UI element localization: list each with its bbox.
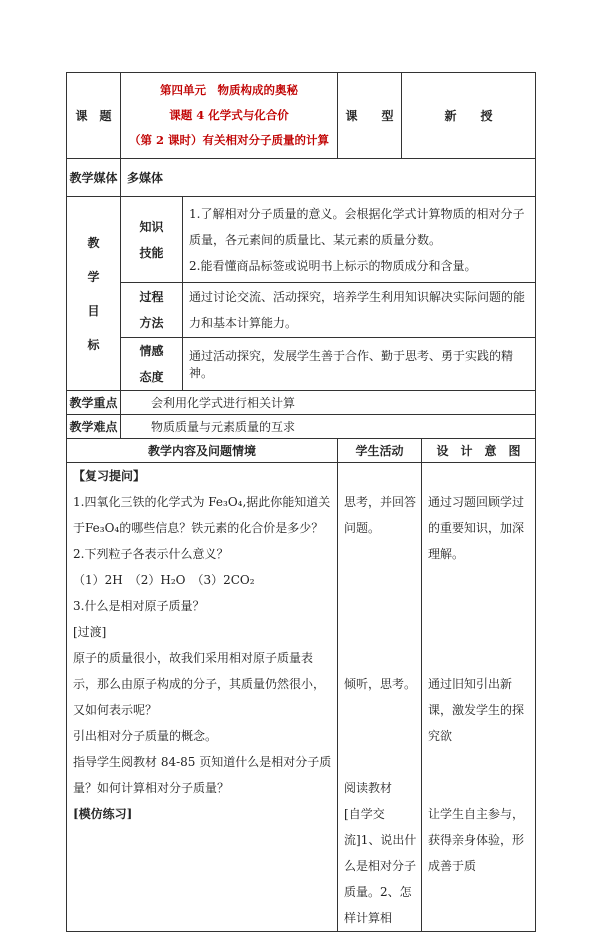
process-label-line: 过程 [139,290,164,304]
question-2: 2.下列粒子各表示什么意义？ [73,547,229,561]
lesson-plan-table [66,72,536,932]
content-column-header: 教学内容及问题情境 [67,439,338,463]
transition-label: [过渡] [73,625,107,639]
title-line-3: （第 2 课时）有关相对分子质量的计算 [129,133,330,147]
guide-text: 指导学生阅教材 84-85 页知道什么是相对分子质量？如何计算相对分子质量？ [73,755,332,795]
knowledge-text-1: 1.了解相对分子质量的意义。会根据化学式计算物质的相对分子质量，各元素间的质量比、某元素的质量分数。 [189,206,525,247]
difficulty-value: 物质质量与元素质量的互求 [121,415,536,439]
student-activity-4: [自学交流]1、说出什么是相对分子质量。2、怎样计算相 [344,807,417,925]
key-point-value: 会利用化学式进行相关计算 [121,391,536,415]
knowledge-label-line: 知识 [139,219,164,234]
knowledge-label-line: 技能 [139,245,164,260]
design-column-header: 设 计 意 图 [422,439,536,463]
student-activity [338,463,422,932]
practice-heading: [模仿练习] [73,807,133,821]
knowledge-text [183,197,536,283]
student-column-header: 学生活动 [338,439,422,463]
design-intent [422,463,536,932]
media-label: 教学媒体 [67,159,121,197]
emotion-label-line: 态度 [139,370,164,384]
goals-label [67,197,121,391]
question-3: 3.什么是相对原子质量？ [73,599,205,613]
process-text: 通过讨论交流、活动探究，培养学生利用知识解决实际问题的能力和基本计算能力。 [183,283,536,338]
knowledge-label [121,197,183,283]
student-activity-3: 阅读教材 [344,781,393,795]
key-point-label: 教学重点 [67,391,121,415]
question-2-items: （1）2H （2）H₂O （3）2CO₂ [73,573,255,587]
goals-label-char: 标 [87,337,100,352]
difficulty-label: 教学难点 [67,415,121,439]
knowledge-text-2: 2.能看懂商品标签或说明书上标示的物质成分和含量。 [189,258,477,273]
question-1: 1.四氧化三铁的化学式为 Fe₃O₄,据此你能知道关于Fe₃O₄的哪些信息？铁元素的化合价是多少？ [73,495,331,535]
transition-text: 原子的质量很小，故我们采用相对原子质量表示，那么由原子构成的分子，其质量仍然很小，又如何表示呢？ [73,651,326,717]
review-heading: 【复习提问】 [73,469,146,483]
goals-label-char: 教 [87,235,100,250]
goals-label-char: 目 [87,303,100,318]
title-line-1: 第四单元 物质构成的奥秘 [160,83,298,97]
student-activity-1: 思考，并回答问题。 [344,495,417,535]
lesson-title [121,73,338,159]
emotion-text: 通过活动探究，发展学生善于合作、勤于思考、勇于实践的精神。 [183,338,536,391]
goals-label-char: 学 [87,269,100,284]
design-intent-3: 让学生自主参与，获得亲身体验，形成善于质 [428,807,525,873]
process-label [121,283,183,338]
media-value: 多媒体 [121,159,536,197]
type-value: 新 授 [402,73,536,159]
design-intent-2: 通过旧知引出新课，激发学生的探究欲 [428,677,525,743]
emotion-label [121,338,183,391]
emotion-label-line: 情感 [139,344,164,358]
design-intent-1: 通过习题回顾学过的重要知识，加深理解。 [428,495,525,561]
process-label-line: 方法 [139,316,164,330]
topic-label: 课 题 [67,73,121,159]
type-label: 课 型 [338,73,402,159]
intro-text: 引出相对分子质量的概念。 [73,729,218,743]
student-activity-2: 倾听，思考。 [344,677,417,691]
teaching-content [67,463,338,932]
title-line-2: 课题 4 化学式与化合价 [169,108,289,122]
